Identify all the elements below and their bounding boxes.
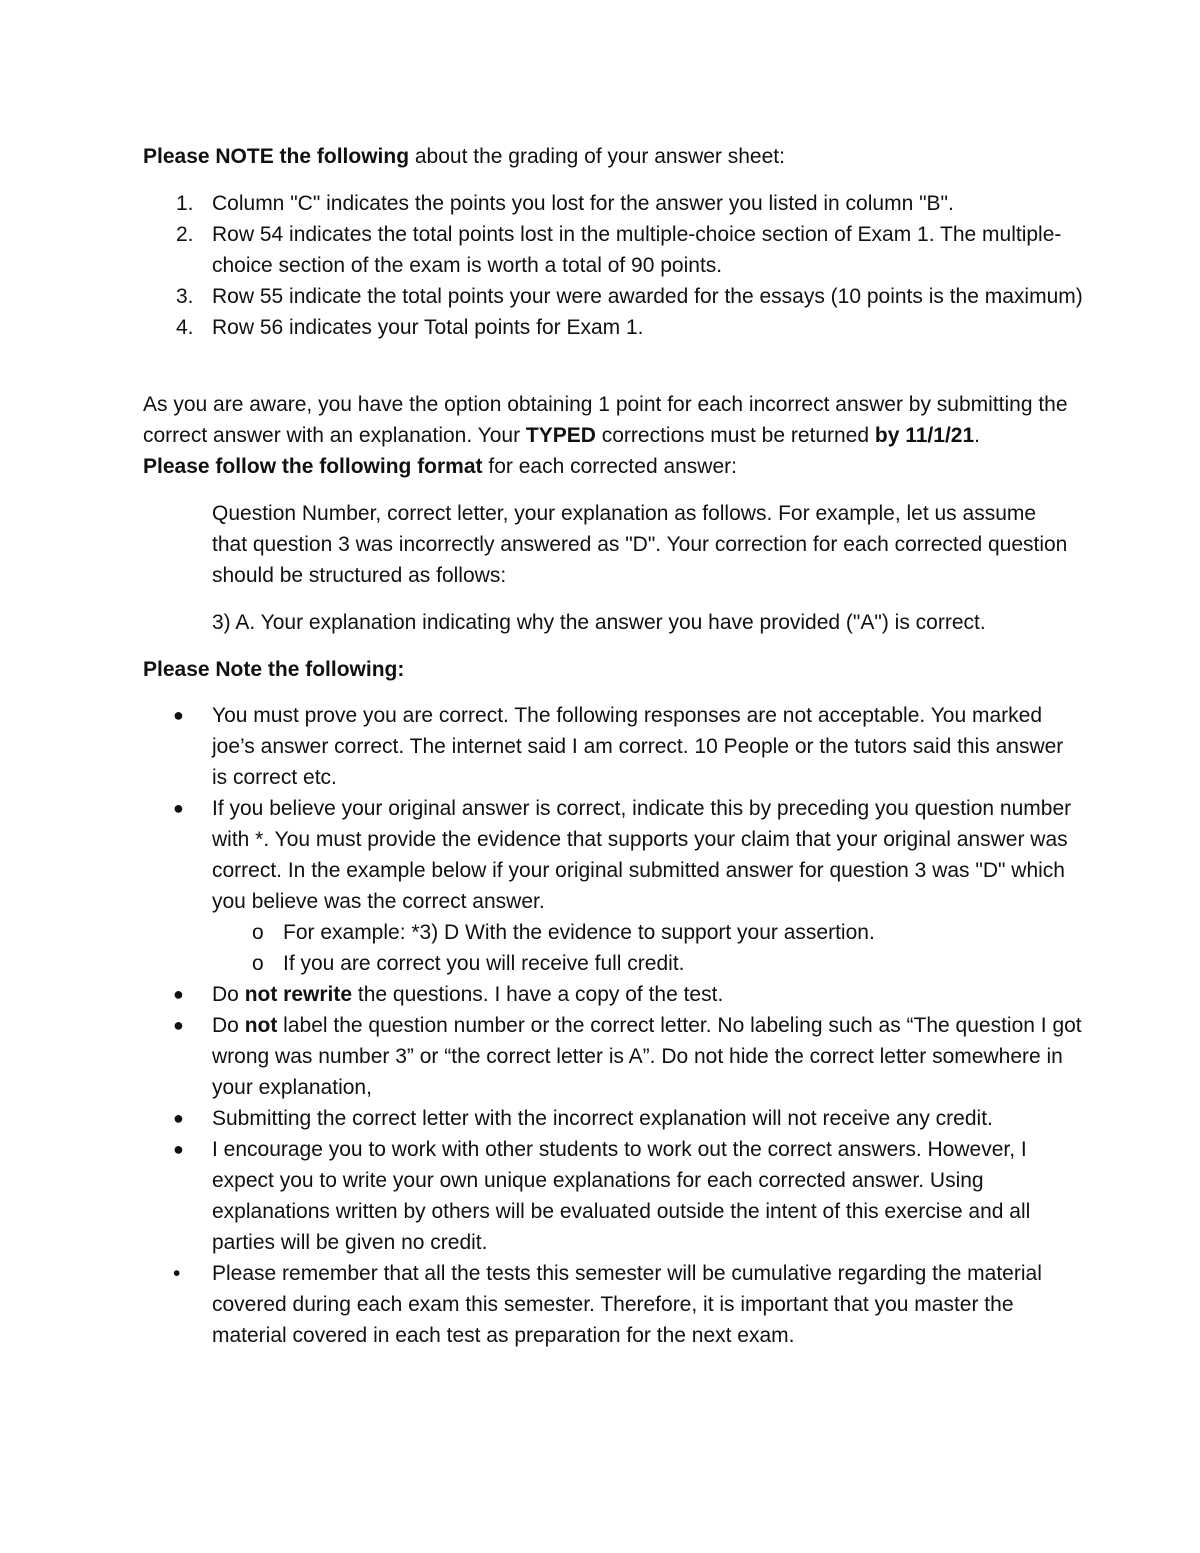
list-item <box>143 312 1083 343</box>
note-heading-text: Please Note the following: <box>143 658 405 681</box>
notes-bullet-list <box>143 700 1083 1351</box>
typed-bold: TYPED <box>525 424 596 447</box>
list-item-text: Row 54 indicates the total points lost in the multiple-choice section of Exam 1. The multiple-choice section of the exam is worth a total of 90 points. <box>212 223 1062 277</box>
bullet-icon: ● <box>173 705 184 725</box>
grading-notes-list <box>143 188 1083 343</box>
note-heading <box>143 654 1073 685</box>
list-item-text: label the question number or the correct letter. No labeling such as “The question I got wrong was number 3” or “the correct letter is A”. Do not hide the correct letter somewhere in your explanation, <box>212 1014 1082 1099</box>
not-bold: not <box>244 1014 278 1037</box>
list-item-text: the questions. I have a copy of the test. <box>352 983 724 1006</box>
bullet-icon: ● <box>173 1108 184 1128</box>
bullet-icon: ● <box>173 1015 184 1035</box>
list-item <box>143 1258 1083 1351</box>
list-item <box>143 1010 1083 1103</box>
list-item-text: Row 55 indicate the total points your were awarded for the essays (10 points is the maximum) <box>212 285 1083 308</box>
list-item <box>143 793 1083 979</box>
circle-bullet-icon: o <box>252 921 264 944</box>
list-item <box>143 188 1083 219</box>
list-item <box>143 700 1083 793</box>
list-item-text: You must prove you are correct. The following responses are not acceptable. You marked joe’s answer correct. The internet said I am correct. 10 People or the tutors said this answer is correct etc. <box>212 704 1064 789</box>
list-item <box>143 1134 1083 1258</box>
list-item-text: If you believe your original answer is correct, indicate this by preceding you question number with *. You must provide the evidence that supports your claim that your original answer was correct. In the example below if your original submitted answer for question 3 was "D" which you believe was the correct answer. <box>212 797 1072 913</box>
intro-bold: Please NOTE the following <box>143 145 410 168</box>
corrections-text: for each corrected answer: <box>482 455 737 478</box>
format-bold: Please follow the following format <box>143 455 483 478</box>
list-number: 4. <box>176 316 194 339</box>
sub-list-item-text: If you are correct you will receive full credit. <box>283 952 685 975</box>
list-item <box>143 979 1083 1010</box>
list-item-text: Do <box>212 1014 245 1037</box>
deadline-bold: by 11/1/21 <box>874 424 975 447</box>
corrections-text: corrections must be returned <box>595 424 875 447</box>
list-item-text: I encourage you to work with other students to work out the correct answers. However, I expect you to write your own unique explanations for each corrected answer. Using explanations written by others will be evaluated outside the intent of this exercise and all parties will be given no credit. <box>212 1138 1031 1254</box>
list-item-text: Do <box>212 983 245 1006</box>
format-instructions: Question Number, correct letter, your explanation as follows. For example, let us assume that question 3 was incorrectly answered as "D". Your correction for each corrected question should be structured as follows: <box>212 502 1068 587</box>
list-item-text: Please remember that all the tests this semester will be cumulative regarding the material covered during each exam this semester. Therefore, it is important that you master the material covered in each test as preparation for the next exam. <box>212 1262 1042 1347</box>
list-item <box>143 1103 1083 1134</box>
bullet-icon: • <box>173 1262 181 1285</box>
bullet-icon: ● <box>173 984 184 1004</box>
circle-bullet-icon: o <box>252 952 264 975</box>
list-item-text: Row 56 indicates your Total points for Exam 1. <box>212 316 644 339</box>
list-item-text: Submitting the correct letter with the incorrect explanation will not receive any credit. <box>212 1107 993 1130</box>
list-item <box>143 281 1083 312</box>
not-rewrite-bold: not rewrite <box>244 983 353 1006</box>
list-number: 3. <box>176 285 194 308</box>
sub-list-item-text: For example: *3) D With the evidence to support your assertion. <box>283 921 875 944</box>
intro-paragraph <box>143 141 1073 172</box>
format-example: 3) A. Your explanation indicating why the answer you have provided ("A") is correct. <box>212 611 986 634</box>
corrections-text: . <box>974 424 980 447</box>
bullet-icon: ● <box>173 1139 184 1159</box>
list-number: 1. <box>176 192 194 215</box>
bullet-icon: ● <box>173 798 184 818</box>
list-item <box>143 219 1083 281</box>
sub-list <box>212 917 1083 979</box>
sub-list-item <box>212 948 1083 979</box>
list-number: 2. <box>176 223 194 246</box>
intro-text: about the grading of your answer sheet: <box>409 145 785 168</box>
sub-list-item <box>212 917 1083 948</box>
list-item-text: Column "C" indicates the points you lost for the answer you listed in column "B". <box>212 192 954 215</box>
corrections-paragraph <box>143 389 1073 482</box>
corrections-text: As you are aware, you have the option obtaining 1 point for each incorrect answer by submitting the correct answer with an explanation. Your <box>143 393 1068 447</box>
